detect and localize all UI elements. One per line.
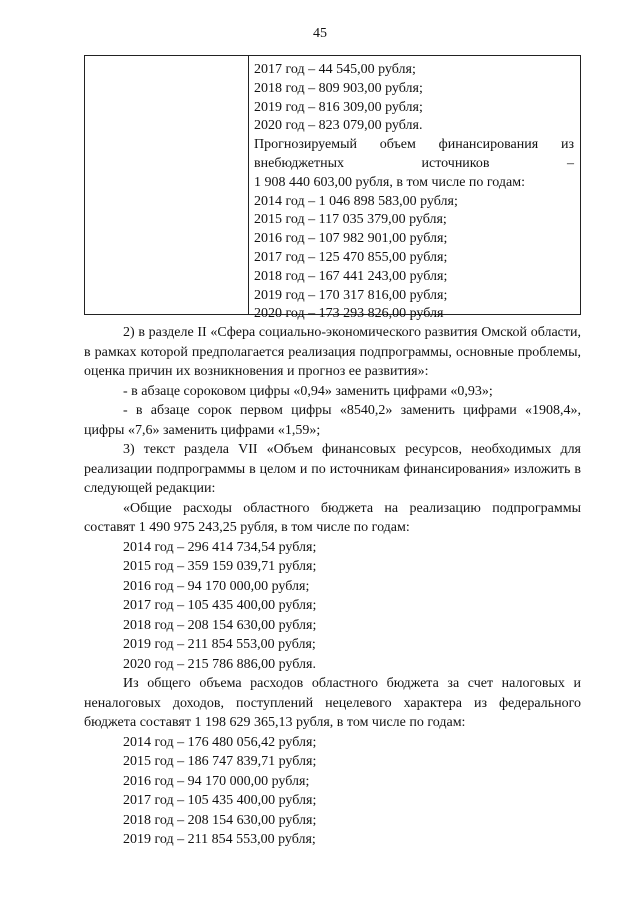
table-line: 2018 год – 809 903,00 рубля; bbox=[254, 80, 423, 96]
forecast-year-line: 2014 год – 1 046 898 583,00 рубля; bbox=[254, 193, 458, 209]
document-body bbox=[84, 323, 581, 850]
year-line: 2019 год – 211 854 553,00 рубля; bbox=[123, 637, 316, 652]
paragraph-total-expenses: «Общие расходы областного бюджета на реализацию подпрограммы составят 1 490 975 243,25 рубля, в том числе по годам: bbox=[84, 500, 581, 535]
year-line: 2017 год – 105 435 400,00 рубля; bbox=[123, 598, 317, 613]
table-line: 2019 год – 816 309,00 рубля; bbox=[254, 99, 423, 115]
forecast-year-line: 2015 год – 117 035 379,00 рубля; bbox=[254, 212, 447, 228]
year-line: 2018 год – 208 154 630,00 рубля; bbox=[123, 812, 317, 828]
forecast-heading-line-1 bbox=[254, 136, 574, 155]
year-line: 2015 год – 359 159 039,71 рубля; bbox=[123, 559, 317, 574]
forecast-year-line: 2020 год – 173 293 826,00 рубля bbox=[254, 306, 444, 322]
forecast-year-line: 2018 год – 167 441 243,00 рубля; bbox=[254, 268, 448, 284]
forecast-word: объем bbox=[379, 137, 416, 153]
table-line: 2020 год – 823 079,00 рубля. bbox=[254, 118, 423, 134]
funding-table bbox=[84, 55, 581, 322]
table-right-cell bbox=[254, 61, 574, 324]
forecast-word: Прогнозируемый bbox=[254, 137, 357, 153]
year-line: 2019 год – 211 854 553,00 рубля; bbox=[123, 832, 316, 847]
year-line: 2014 год – 176 480 056,42 рубля; bbox=[123, 734, 317, 750]
forecast-word: – bbox=[566, 155, 574, 171]
forecast-year-line: 2019 год – 170 317 816,00 рубля; bbox=[254, 287, 448, 303]
paragraph-tax-revenue: Из общего объема расходов областного бюджета за счет налоговых и неналоговых доходов, поступлений нецелевого характера из федерального бюджета составят 1 198 629 365,13 рубля, в том числе по годам: bbox=[84, 676, 581, 730]
page-number: 45 bbox=[313, 26, 327, 41]
table-line: 2017 год – 44 545,00 рубля; bbox=[254, 62, 416, 77]
forecast-total: 1 908 440 603,00 рубля, в том числе по годам: bbox=[254, 174, 525, 190]
forecast-word: внебюджетных bbox=[254, 155, 345, 171]
paragraph-section-7: 3) текст раздела VII «Объем финансовых ресурсов, необходимых для реализации подпрограммы в целом и по источникам финансирования» изложить в следующей редакции: bbox=[84, 442, 581, 496]
forecast-year-line: 2017 год – 125 470 855,00 рубля; bbox=[254, 249, 448, 265]
year-line: 2016 год – 94 170 000,00 рубля; bbox=[123, 773, 310, 789]
bullet-paragraph: - в абзаце сорок первом цифры «8540,2» заменить цифрами «1908,4», цифры «7,6» заменить цифрами «1,59»; bbox=[84, 403, 581, 438]
year-line: 2020 год – 215 786 886,00 рубля. bbox=[123, 656, 316, 672]
forecast-word: источников bbox=[421, 155, 490, 171]
forecast-year-line: 2016 год – 107 982 901,00 рубля; bbox=[254, 231, 448, 247]
year-line: 2018 год – 208 154 630,00 рубля; bbox=[123, 617, 317, 633]
year-line: 2016 год – 94 170 000,00 рубля; bbox=[123, 578, 310, 594]
forecast-word: финансирования bbox=[438, 137, 539, 153]
bullet-paragraph: - в абзаце сороковом цифры «0,94» заменить цифрами «0,93»; bbox=[123, 383, 493, 399]
paragraph-section-2: 2) в разделе II «Сфера социально-экономического развития Омской области, в рамках которой предполагается реализация подпрограммы, основные проблемы, оценка причин их возникновения и прогноз ее развития»: bbox=[84, 325, 581, 379]
year-line: 2014 год – 296 414 734,54 рубля; bbox=[123, 539, 317, 555]
forecast-heading-line-2 bbox=[254, 155, 574, 174]
table-column-divider bbox=[248, 56, 249, 314]
year-line: 2017 год – 105 435 400,00 рубля; bbox=[123, 793, 317, 808]
forecast-word: из bbox=[560, 137, 574, 153]
year-line: 2015 год – 186 747 839,71 рубля; bbox=[123, 754, 317, 769]
